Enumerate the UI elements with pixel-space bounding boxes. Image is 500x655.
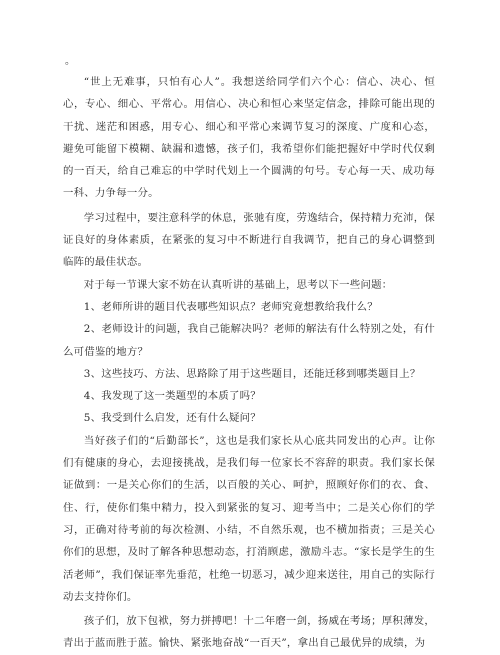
paragraph-parents-pledge: 当好孩子们的“后勤部长”，这也是我们家长从心底共同发出的心声。让你们有健康的身心，去迎接挑战，是我们每一位家长不容辞的职责。我们家长保证做到：一是关心你们的生活，以百般的关心、呵护，照顾好你们的衣、食、住、行，使你们集中精力，投入到紧张的复习、迎考当中；二是关心你们的学习，正确对待考前的每次检测、小结，不自然乐观，也不横加指责；三是关心你们的思想，及时了解各种思想动态，打消顾虑，激励斗志。“家长是学生的生活老师”，我们保证率先垂范，杜绝一切恶习，减少迎来送往，用自己的实际行动去支持你们。	[63, 434, 435, 603]
question-item-4: 4、我发现了这一类题型的本质了吗？	[83, 390, 261, 403]
paragraph-rest-advice: 学习过程中，要注意科学的休息，张驰有度，劳逸结合，保持精力充沛，保证良好的身体素质，在紧张的复习中不断进行自我调节，把自己的身心调整到临阵的最佳状态。	[63, 211, 435, 269]
question-item-1: 1、老师所讲的题目代表哪些知识点？老师究竟想教给我什么？	[83, 300, 378, 313]
document-body	[63, 71, 435, 655]
top-mark: 。	[65, 56, 75, 67]
paragraph-questions-intro: 对于每一节课大家不妨在认真听讲的基础上，思考以下一些问题：	[83, 278, 393, 291]
question-item-2: 2、老师设计的问题，我自己能解决吗？老师的解法有什么特别之处，有什么可借鉴的地方？	[63, 323, 435, 358]
question-item-5: 5、我受到什么启发，还有什么疑问？	[83, 412, 261, 425]
paragraph-closing: 孩子们，放下包袱，努力拼搏吧！十二年磨一剑，扬威在考场；厚积薄发，青出于蓝而胜于蓝。愉快、紧张地奋战“一百天”，拿出自己最优异的成绩，为	[63, 615, 435, 650]
question-item-3: 3、这些技巧、方法、思路除了用于这些题目，还能迁移到哪类题目上？	[83, 367, 421, 380]
paragraph-six-hearts: “世上无难事，只怕有心人”。我想送给同学们六个心：信心、决心、恒心，专心、细心、平常心。用信心、决心和恒心来坚定信念，排除可能出现的干扰、迷茫和困惑，用专心、细心和平常心来调节复习的深度、广度和心态，避免可能留下模糊、缺漏和遗憾，孩子们，我希望你们能把握好中学时代仅剩的一百天，给自己难忘的中学时代划上一个圆满的句号。专心每一天、成功每一科、力争每一分。	[63, 76, 435, 200]
